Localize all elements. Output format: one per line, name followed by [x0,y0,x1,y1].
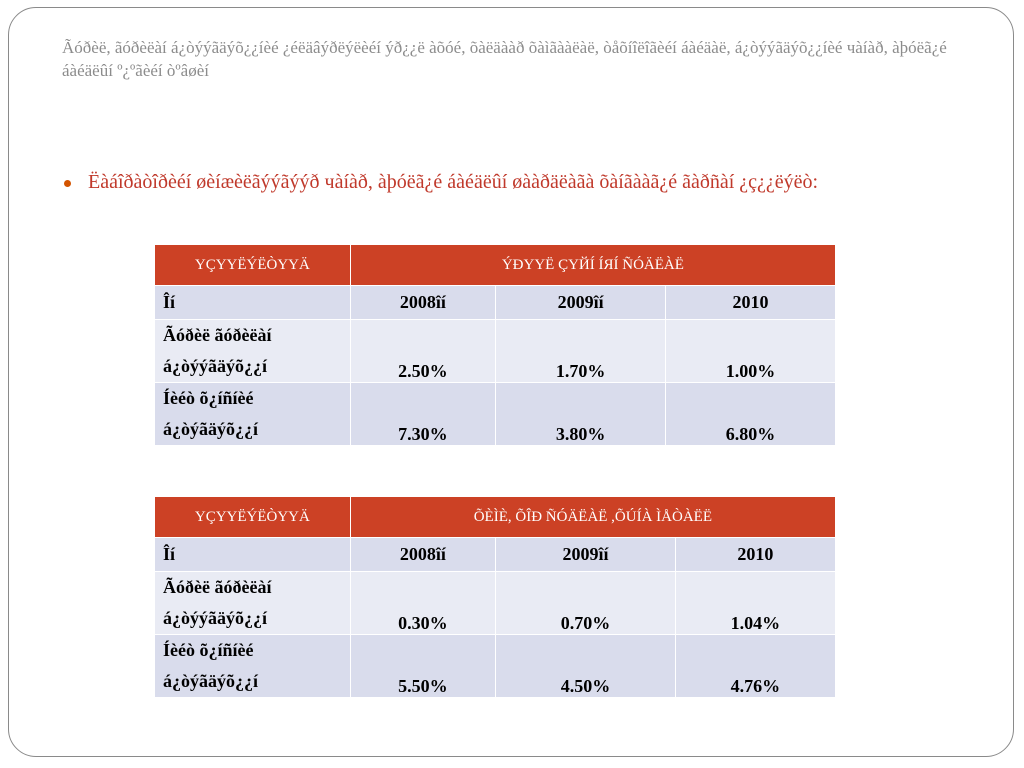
table1-row2-val2: 3.80% [496,383,666,446]
table-food-safety-lab [154,244,836,446]
table1-year-1: 2008îí [350,286,495,320]
table-row [155,383,836,446]
table2-year-label: Îí [155,538,351,572]
table1-year-3: 2010 [666,286,836,320]
table1-header-left: ҮÇҮҮËÝËÒҮҮÄ [155,245,351,286]
slide-title: Ãóðèë, ãóðèëàí á¿òýýãäýõ¿¿íèé ¿éëäâýðëýëèéí ýð¿¿ë àõóé, õàëäààð õàìãààëàë, òåõíîëîãèéí áàéäàë, á¿òýýãäýõ¿¿íèé чàíàð, àþóëã¿é áàéäëûí º¿ºãèéí òºâøèí [62,38,947,80]
table1-row2-val1: 7.30% [350,383,495,446]
table2-header-left: ҮÇҮҮËÝËÒҮҮÄ [155,497,351,538]
table-row [155,572,836,635]
table1-row1-label: Ãóðèë ãóðèëàí á¿òýýãäýõ¿¿í [155,320,351,383]
table1-row2-val3: 6.80% [666,383,836,446]
table1-row1-val2: 1.70% [496,320,666,383]
table1-header-right: ÝÐҮҮË ÇҮЙÍ ÍЯÍ ÑÓÄËÀË [350,245,835,286]
table2-row1-label: Ãóðèë ãóðèëàí á¿òýýãäýõ¿¿í [155,572,351,635]
table2-header-right: ÕÈÌÈ, ÕÎÐ ÑÓÄËÀË ,ÕÚÍÀ ÌÅÒÀËË [350,497,835,538]
bullet-text: Ëàáîðàòîðèéí øèíæèëãýýãýýð чàíàð, àþóëã¿é áàéäëûí øààðäëàãà õàíãààã¿é ãàðñàí ¿ç¿¿ëýëò: [88,171,819,193]
table2-row2-val1: 5.50% [350,635,495,698]
bullet-dot-icon [64,180,71,187]
table-row [155,635,836,698]
table1-row1-val3: 1.00% [666,320,836,383]
table2-year-1: 2008îí [350,538,495,572]
table1-row1-val1: 2.50% [350,320,495,383]
table2-row2-val2: 4.50% [496,635,676,698]
table1-year-label: Îí [155,286,351,320]
table-row [155,320,836,383]
bullet-point [62,168,942,197]
table2-row1-val3: 1.04% [675,572,835,635]
table2-year-2: 2009îí [496,538,676,572]
table-chemical-contamination [154,496,836,698]
table2-row2-label: Íèéò õ¿íñíèé á¿òýãäýõ¿¿í [155,635,351,698]
table2-row1-val1: 0.30% [350,572,495,635]
table2-row1-val2: 0.70% [496,572,676,635]
table2-row2-val3: 4.76% [675,635,835,698]
table1-row2-label: Íèéò õ¿íñíèé á¿òýãäýõ¿¿í [155,383,351,446]
table2-year-3: 2010 [675,538,835,572]
table1-year-2: 2009îí [496,286,666,320]
